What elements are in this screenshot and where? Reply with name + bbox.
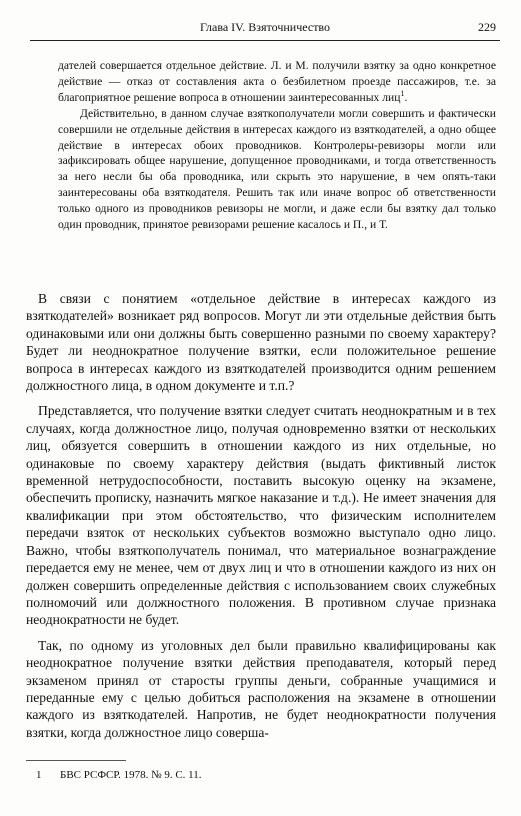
body-paragraph-3: Так, по одному из уголовных дел были правильно квалифицированы как неоднократное получение взятки действия преподавателя, который перед экзаменом принял от старосты группы деньги, собранные учащимися и переданные ему с целью добиться расположения на экзамене в отношении каждого из взяткодателей. Напротив, не будет неоднократности получения взятки, когда должностное лицо соверша- [26,637,496,740]
quote-paragraph-1-end: . [404,90,408,104]
quoted-case-block [58,58,496,233]
quote-paragraph-1-text: дателей совершается отдельное действие. Л. и М. получили взятку за одно конкретное действие — отказ от составления акта о безбилетном проезде пассажиров, т.е. за благоприятное решение вопроса в отношении заинтересованных лиц [58,59,496,104]
main-text [26,290,496,749]
footnote-mark: 1 [36,769,42,781]
quote-paragraph-2: Действительно, в данном случае взяткополучатели могли совершить и фактически совершили не отдельные действия в интересах каждого из взяткодателей, а одно общее действие в интересах обоих проводников. Контролеры-ревизоры могли или зафиксировать общее нарушение, допущенное проводниками, и тогда ответственность за него несли бы оба проводника, или скрыть это нарушение, в чем опять-таки заинтересованы оба взяткодателя. Решить так или иначе вопрос об ответственности только одного из проводников ревизоры не могли, и даже если бы взятку дал только один проводник, принятое ревизорами решение касалось и П., и Т. [58,106,496,232]
footnote-text: БВС РСФСР. 1978. № 9. С. 11. [60,769,202,781]
page-number: 229 [478,20,496,34]
body-paragraph-2: Представляется, что получение взятки следует считать неоднократным и в тех случаях, когда должностное лицо, получая одновременно взятки от нескольких лиц, обязуется совершить в отношении каждого из них отдельные, но одинаковые по своему характеру действия (выдать фиктивный листок временной нетрудоспособности, поставить высокую оценку на экзамене, обеспечить прописку, назначить мягкое наказание и т.д.). Не имеет значения для квалификации при этом обстоятельство, что физическим исполнителем передачи взяток от нескольких субъектов возможно выступало одно лицо. Важно, чтобы взяткополучатель понимал, что материальное вознаграждение передается ему не менее, чем от двух лиц и что в отношении каждого из них он должен совершить определенные действия с использованием своих служебных полномочий или должностного положения. В противном случае признака неоднократности не будет. [26,403,496,628]
footnote-reference: 1 [400,88,405,98]
body-paragraph-1: В связи с понятием «отдельное действие в интересах каждого из взяткодателей» возникает ряд вопросов. Могут ли эти отдельные действия быть одинаковыми или они должны быть совершенно разными по своему характеру? Будет ли неоднократное получение взятки, если положительное решение вопроса в интересах каждого из взяткодателей производится одним решением должностного лица, в одном документе и т.п.? [26,291,496,394]
quote-paragraph-1 [58,58,496,106]
footnote-divider [26,760,126,761]
chapter-title: Глава IV. Взяточничество [199,20,331,34]
footnote [36,769,202,781]
running-header [30,18,500,41]
